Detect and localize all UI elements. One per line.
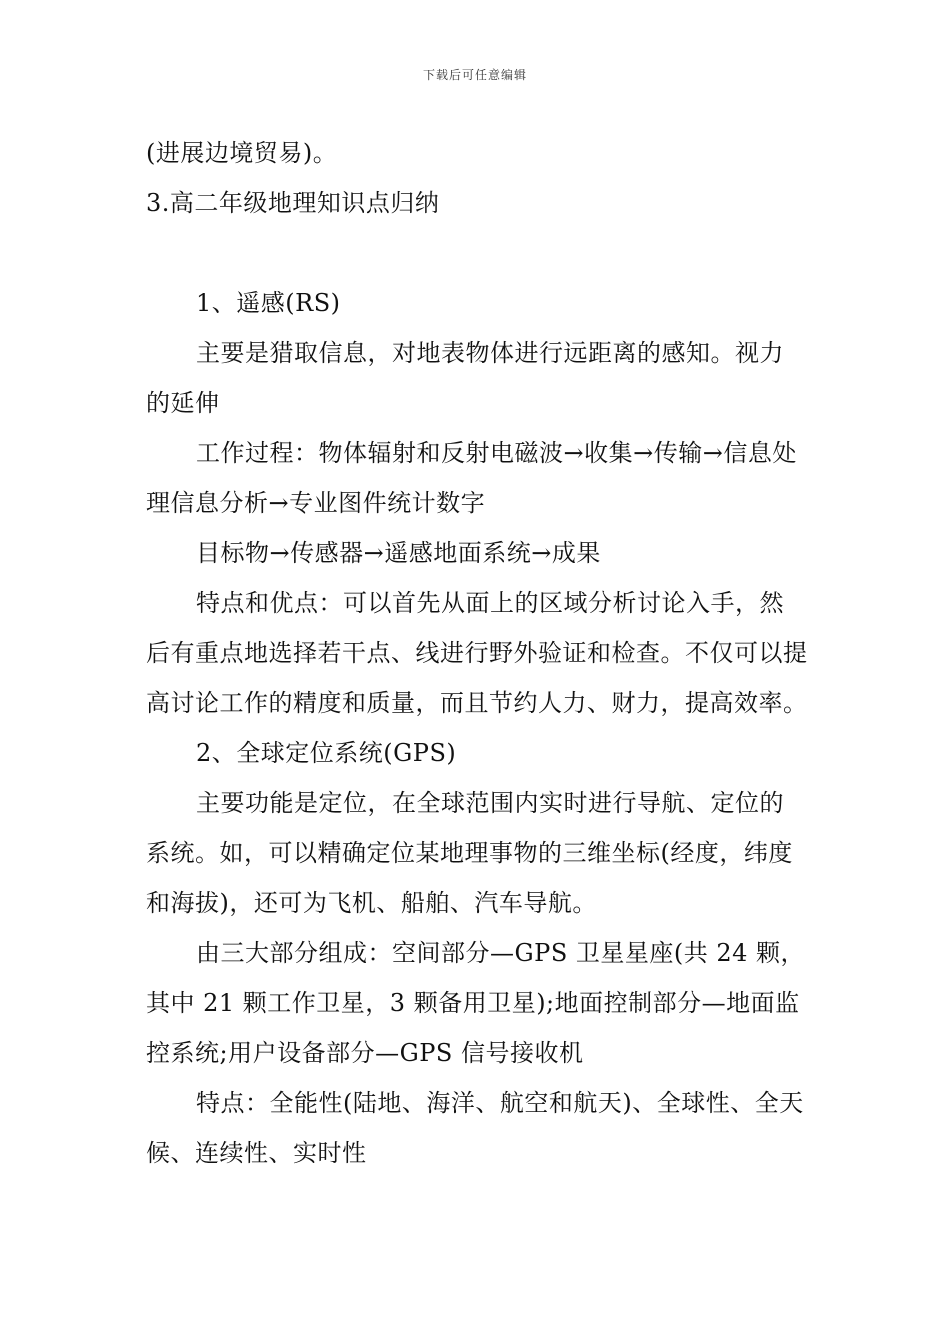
gps-paragraph-function: 主要功能是定位，在全球范围内实时进行导航、定位的系统。如，可以精确定位某地理事物的三维坐标(经度，纬度和海拔)，还可为飞机、船舶、汽车导航。 xyxy=(146,789,793,917)
document-body xyxy=(146,128,808,1178)
gps-heading: 2、全球定位系统(GPS) xyxy=(196,739,457,767)
gps-paragraph-components: 由三大部分组成：空间部分—GPS 卫星星座(共 24 颗，其中 21 颗工作卫星，3 颗备用卫星);地面控制部分—地面监控系统;用户设备部分—GPS 信号接收机 xyxy=(146,939,806,1067)
section-heading: 3.高二年级地理知识点归纳 xyxy=(146,189,440,217)
paragraph-continuation: (进展边境贸易)。 xyxy=(146,139,338,167)
rs-paragraph-definition: 主要是猎取信息，对地表物体进行远距离的感知。视力的延伸 xyxy=(146,339,784,417)
page-header: 下载后可任意编辑 xyxy=(422,68,527,82)
rs-paragraph-process: 工作过程：物体辐射和反射电磁波→收集→传输→信息处理信息分析→专业图件统计数字 xyxy=(146,439,797,517)
gps-paragraph-features: 特点：全能性(陆地、海洋、航空和航天)、全球性、全天候、连续性、实时性 xyxy=(146,1089,804,1167)
rs-paragraph-features: 特点和优点：可以首先从面上的区域分析讨论入手，然后有重点地选择若干点、线进行野外验证和检查。不仅可以提高讨论工作的精度和质量，而且节约人力、财力，提高效率。 xyxy=(146,589,808,717)
rs-paragraph-chain: 目标物→传感器→遥感地面系统→成果 xyxy=(196,539,601,567)
rs-heading: 1、遥感(RS) xyxy=(196,289,341,317)
blank-line xyxy=(146,228,808,278)
